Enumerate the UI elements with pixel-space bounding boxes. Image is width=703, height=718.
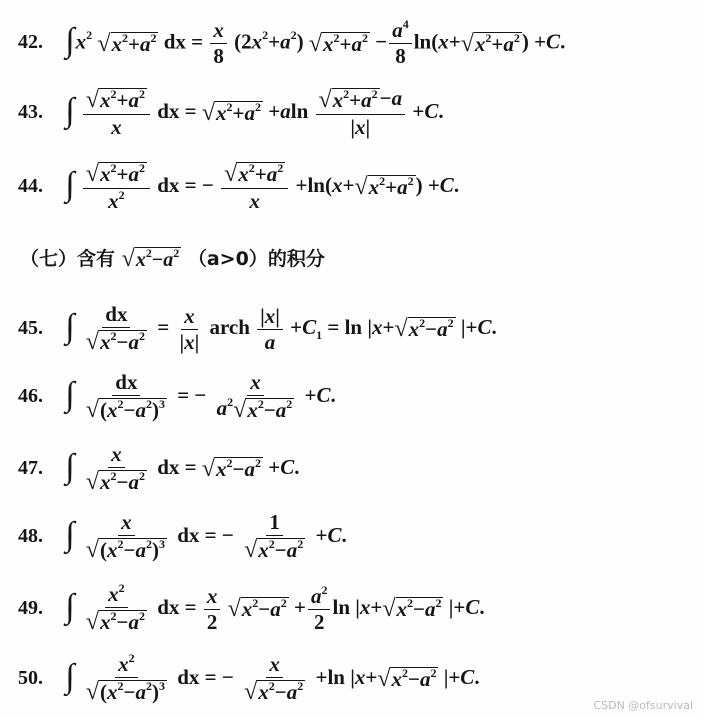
- formula-number: 46.: [18, 384, 43, 407]
- formula-42: 42. $\int x^2$ √ $x^2+a^2$ dx = $\frac{x}{8}$ $(2x^2+a^2)$ √ $x^2+a^2$ − $\frac{a^4}{8}$ ln(x+ √ $x^2+a^2$ ) +C.: [18, 17, 566, 68]
- section-condition: （a>0）: [187, 248, 268, 270]
- formula-number: 49.: [18, 596, 43, 619]
- formula-45: 45. ∫ dx √ $x^2-a^2$ = $\frac{x}{|x|}$ arch $\frac{|x|}{a}$ $+C_1 = \ln |x+$ √ $x^2-a^2$ |+C.: [18, 302, 497, 356]
- section-radical: √ $x^2-a^2$: [121, 246, 180, 272]
- watermark: CSDN @ofsurvival: [593, 699, 693, 712]
- section-heading: [20, 244, 325, 272]
- formula-43: 43. ∫ √ $x^2+a^2$ x dx = √ $x^2+a^2$ +aln √ $x^2+a^2$ −a |x| +C.: [18, 86, 444, 140]
- formula-number: 44.: [18, 174, 43, 197]
- formula-number: 42.: [18, 31, 43, 54]
- formula-number: 45.: [18, 316, 43, 339]
- formula-number: 47.: [18, 456, 43, 479]
- section-prefix: （七）含有: [20, 248, 116, 270]
- formula-number: 43.: [18, 100, 43, 123]
- formula-48: 48. ∫ x √ $(x^2-a^2)^3$ dx = − 1 √ $x^2-a^2$ +C.: [18, 510, 347, 564]
- section-suffix: 的积分: [267, 248, 325, 270]
- formula-number: 48.: [18, 524, 43, 547]
- formula-44: 44. ∫ √ $x^2+a^2$ $x^2$ dx = − √ $x^2+a^2$ x +ln(x+ √ $x^2+a^2$ ) +C.: [18, 161, 460, 214]
- formula-47: 47. ∫ x √ $x^2-a^2$ dx = √ $x^2-a^2$ +C.: [18, 442, 300, 496]
- formula-49: 49. ∫ $x^2$ √ $x^2-a^2$ dx = $\frac{x}{2}$ √ $x^2-a^2$ + $\frac{a^2}{2}$ ln |x+ √ $x^2-a^2$ |+C.: [18, 581, 485, 636]
- formula-46: 46. ∫ dx √ $(x^2-a^2)^3$ = − x $a^2$ √ $x^2-a^2$ +C.: [18, 370, 336, 424]
- formula-50: 50. ∫ $x^2$ √ $(x^2-a^2)^3$ dx = − x √ $x^2-a^2$ +ln |x+ √ $x^2-a^2$ |+C.: [18, 651, 480, 706]
- formula-number: 50.: [18, 666, 43, 689]
